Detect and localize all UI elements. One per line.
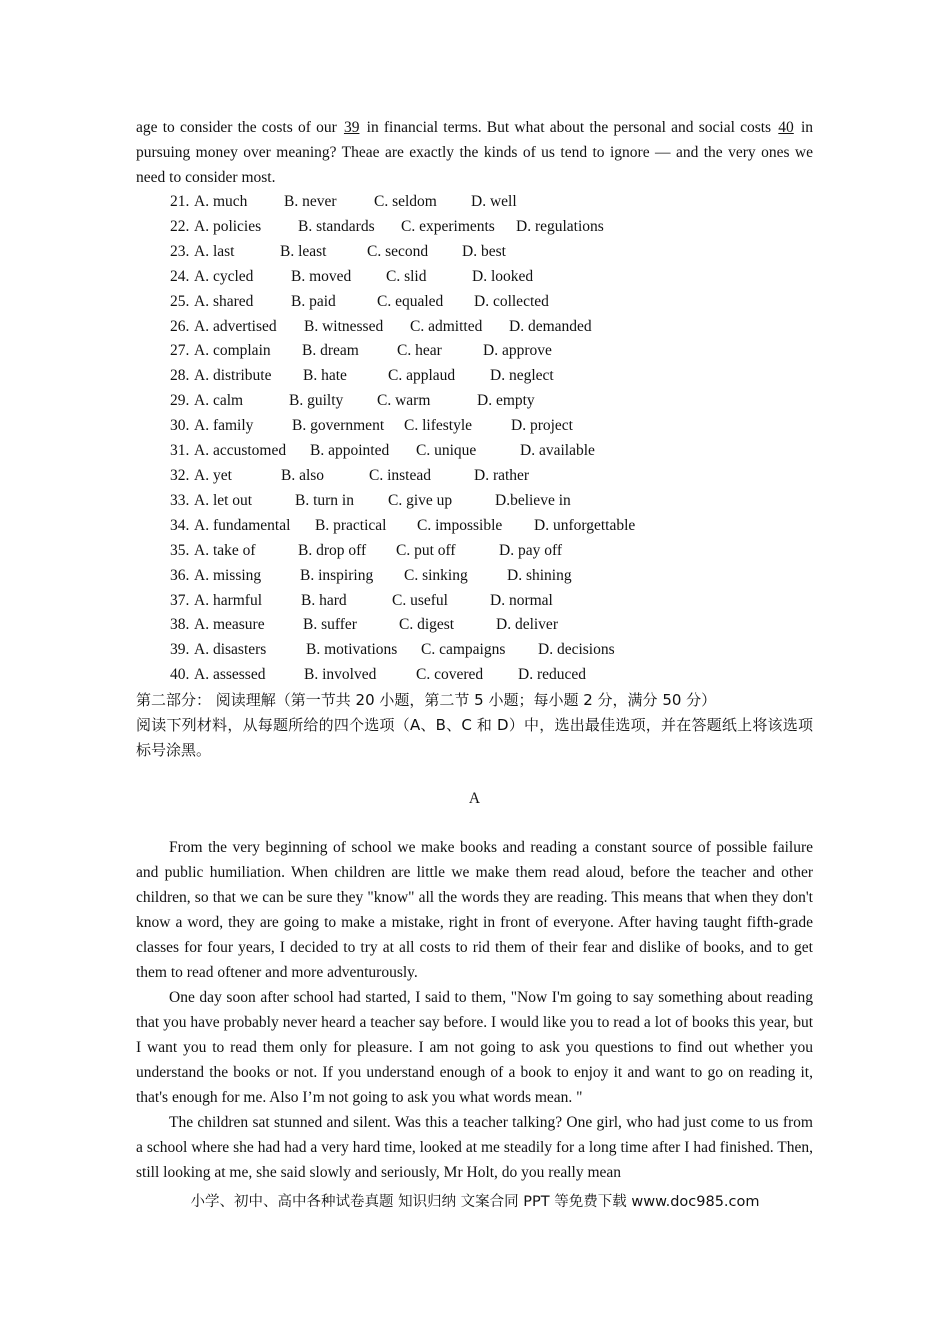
option-b: B. never	[284, 193, 337, 210]
footer-banner: 小学、初中、高中各种试卷真题 知识归纳 文案合同 PPT 等免费下载 www.doc985.com	[190, 1194, 760, 1210]
option-b: B. appointed	[310, 442, 390, 460]
question-row	[136, 339, 813, 364]
question-row	[136, 564, 813, 589]
option-d: D. neglect	[490, 367, 554, 385]
option-c: C. seldom	[374, 193, 437, 210]
option-c: C. warm	[377, 392, 431, 410]
question-row	[136, 389, 813, 414]
option-d: D. well	[471, 193, 517, 210]
option-c: C. slid	[386, 267, 427, 285]
question-row	[136, 514, 813, 539]
question-number: 27.	[170, 342, 190, 360]
passage-paragraph-2: One day soon after school had started, I said to them, "Now I'm going to say something about reading that you have probably never heard a teacher say before. I would like you to read a lot of books this year, but I want you to read them only for pleasure. I am not going to ask you questions to find out whether you understand the books or not. If you understand enough of a book to enjoy it and want to go on reading it, that's enough for me. Also I’m not going to ask you what words mean. "	[136, 989, 813, 1107]
question-number: 21.	[170, 193, 190, 210]
option-c: C. experiments	[401, 217, 495, 235]
question-number: 26.	[170, 317, 190, 335]
option-d: D. pay off	[499, 541, 562, 559]
blank-39: 39	[343, 119, 360, 136]
option-d: D. available	[520, 442, 595, 460]
question-row	[136, 539, 813, 564]
question-number: 40.	[170, 666, 190, 684]
option-b: B. moved	[291, 267, 352, 285]
option-d: D. looked	[472, 267, 534, 285]
option-a: A. missing	[194, 566, 262, 584]
passage-paragraph-3: The children sat stunned and silent. Was this a teacher talking? One girl, who had just come to us from a school where she had had a very hard time, looked at me steadily for a long time after I had finished. Then, still looking at me, she said slowly and seriously, Mr Holt, do you really mean	[136, 1114, 813, 1182]
option-a: A. accustomed	[194, 442, 287, 460]
option-b: B. least	[280, 242, 327, 260]
intro-text-1: age to consider the costs of our	[136, 119, 337, 136]
option-a: A. shared	[194, 292, 254, 310]
option-a: A. family	[194, 417, 254, 435]
question-number: 36.	[170, 566, 190, 584]
question-row	[136, 215, 813, 240]
question-number: 30.	[170, 417, 190, 435]
option-c: C. second	[367, 242, 429, 260]
section-heading: 第二部分： 阅读理解（第一节共 20 小题，第二节 5 小题；每小题 2 分，满分 50 分）	[136, 691, 717, 710]
question-row	[136, 290, 813, 315]
option-b: B. government	[292, 417, 385, 435]
option-a: A. cycled	[194, 267, 254, 285]
question-number: 35.	[170, 541, 190, 559]
option-d: D.believe in	[495, 491, 571, 509]
option-d: D. best	[462, 242, 506, 260]
question-number: 23.	[170, 242, 190, 260]
question-list	[136, 190, 813, 688]
option-c: C. impossible	[417, 516, 503, 534]
option-d: D. project	[511, 417, 573, 435]
question-number: 24.	[170, 267, 190, 285]
option-c: C. campaigns	[421, 641, 506, 659]
option-c: C. equaled	[377, 292, 444, 310]
option-c: C. hear	[397, 342, 442, 360]
option-c: C. lifestyle	[404, 417, 473, 435]
question-row	[136, 439, 813, 464]
option-b: B. suffer	[303, 616, 357, 634]
option-b: B. involved	[304, 666, 377, 684]
option-d: D. normal	[490, 591, 553, 609]
intro-text-3: in pursuing money over meaning? Theae are exactly the kinds of us tend to ignore — and the very ones we need to consider most.	[136, 119, 814, 186]
option-d: D. regulations	[516, 217, 604, 235]
option-c: C. admitted	[410, 317, 483, 335]
question-row	[136, 464, 813, 489]
option-c: C. applaud	[388, 367, 456, 385]
option-b: B. dream	[302, 342, 359, 360]
option-a: A. much	[194, 193, 248, 210]
question-row	[136, 190, 813, 215]
intro-paragraph	[136, 115, 813, 190]
question-number: 37.	[170, 591, 190, 609]
passage-paragraph-1: From the very beginning of school we make books and reading a constant source of possible failure and public humiliation. When children are little we make them read aloud, before the teacher and other children, so that we can be sure they "know" all the words they are reading. This means that when they don't know a word, they are going to make a mistake, right in front of everyone. After having taught fifth-grade classes for four years, I decided to try at all costs to rid them of their fear and dislike of books, and to get them to read oftener and more adventurously.	[136, 839, 813, 982]
question-number: 29.	[170, 392, 190, 410]
option-c: C. put off	[396, 541, 456, 559]
option-a: A. measure	[194, 616, 265, 634]
document-page	[136, 115, 813, 1185]
question-number: 28.	[170, 367, 190, 385]
option-d: D. reduced	[518, 666, 586, 684]
option-c: C. useful	[392, 591, 448, 609]
question-number: 39.	[170, 641, 190, 659]
question-number: 33.	[170, 491, 190, 509]
option-a: A. yet	[194, 466, 232, 484]
option-b: B. hard	[301, 591, 347, 609]
option-a: A. assessed	[194, 666, 266, 684]
question-number: 34.	[170, 516, 190, 534]
question-row	[136, 364, 813, 389]
option-c: C. covered	[416, 666, 484, 684]
option-c: C. instead	[369, 466, 431, 484]
section-instructions: 阅读下列材料，从每题所给的四个选项（A、B、C 和 D）中，选出最佳选项，并在答题纸上将该选项标号涂黑。	[136, 716, 813, 760]
option-b: B. guilty	[289, 392, 344, 410]
option-b: B. inspiring	[300, 566, 374, 584]
option-c: C. sinking	[404, 566, 468, 584]
question-row	[136, 663, 813, 688]
option-b: B. witnessed	[304, 317, 384, 335]
option-b: B. motivations	[306, 641, 398, 659]
question-row	[136, 414, 813, 439]
option-a: A. last	[194, 242, 235, 260]
option-d: D. approve	[483, 342, 552, 360]
question-number: 22.	[170, 217, 190, 235]
passage-label: A	[468, 790, 481, 808]
option-d: D. unforgettable	[534, 516, 636, 534]
question-number: 31.	[170, 442, 190, 460]
blank-40: 40	[778, 119, 794, 136]
question-number: 38.	[170, 616, 190, 634]
option-a: A. fundamental	[194, 516, 291, 534]
option-d: D. deliver	[496, 616, 558, 634]
option-d: D. demanded	[509, 317, 592, 335]
option-d: D. shining	[507, 566, 572, 584]
question-row	[136, 613, 813, 638]
option-a: A. let out	[194, 491, 253, 509]
option-a: A. disasters	[194, 641, 267, 659]
option-c: C. digest	[399, 616, 455, 634]
option-b: B. standards	[298, 217, 375, 235]
option-a: A. complain	[194, 342, 271, 360]
option-d: D. rather	[474, 466, 530, 484]
option-a: A. calm	[194, 392, 244, 410]
option-b: B. turn in	[295, 491, 354, 509]
option-a: A. policies	[194, 217, 262, 235]
option-d: D. empty	[477, 392, 535, 410]
option-c: C. unique	[416, 442, 477, 460]
option-b: B. hate	[303, 367, 347, 385]
option-b: B. practical	[315, 516, 387, 534]
question-row	[136, 589, 813, 614]
option-b: B. drop off	[298, 541, 367, 559]
option-a: A. distribute	[194, 367, 272, 385]
option-b: B. also	[281, 466, 325, 484]
option-a: A. take of	[194, 541, 256, 559]
question-number: 32.	[170, 466, 190, 484]
option-d: D. collected	[474, 292, 549, 310]
question-row	[136, 489, 813, 514]
option-a: A. advertised	[194, 317, 277, 335]
question-row	[136, 315, 813, 340]
option-d: D. decisions	[538, 641, 615, 659]
question-row	[136, 240, 813, 265]
intro-text-2: in financial terms. But what about the personal and social costs	[366, 119, 772, 136]
question-row	[136, 638, 813, 663]
option-b: B. paid	[291, 292, 336, 310]
question-row	[136, 265, 813, 290]
option-a: A. harmful	[194, 591, 263, 609]
question-number: 25.	[170, 292, 190, 310]
option-c: C. give up	[388, 491, 453, 509]
